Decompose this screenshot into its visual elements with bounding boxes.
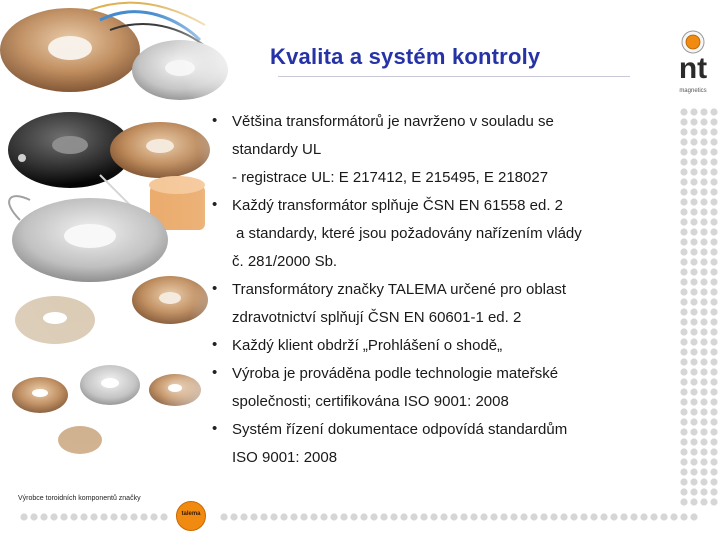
bullet-line: • Každý transformátor splňuje ČSN EN 61558 ed. 2 <box>232 197 564 214</box>
decor-dot <box>680 458 687 465</box>
decor-dot <box>690 298 697 305</box>
bullet-line: společnosti; certifikována ISO 9001: 2008 <box>232 393 509 410</box>
decor-dot <box>710 208 717 215</box>
decor-dot <box>220 513 227 520</box>
decor-dot <box>260 513 267 520</box>
decor-dot <box>690 188 697 195</box>
decor-dot <box>710 378 717 385</box>
decor-dot <box>690 468 697 475</box>
decor-dot <box>680 488 687 495</box>
decor-dot <box>690 328 697 335</box>
decor-dot <box>710 108 717 115</box>
bullet-line: zdravotnictví splňují ČSN EN 60601-1 ed. 2 <box>232 309 522 326</box>
decor-dot <box>310 513 317 520</box>
decor-dot <box>680 388 687 395</box>
decor-dot <box>710 368 717 375</box>
decor-dot <box>710 478 717 485</box>
logo-letters: nt <box>678 52 708 85</box>
decor-dot <box>680 278 687 285</box>
decor-dot <box>710 498 717 505</box>
decor-dot <box>160 513 167 520</box>
decor-dot <box>710 398 717 405</box>
decor-dot <box>290 513 297 520</box>
decor-dot <box>120 513 127 520</box>
decor-dot <box>690 513 697 520</box>
decor-dot <box>680 358 687 365</box>
decor-dot <box>670 513 677 520</box>
decor-dot <box>700 168 707 175</box>
decor-dot <box>710 258 717 265</box>
decor-dot <box>140 513 147 520</box>
decor-dot <box>680 128 687 135</box>
decor-dot <box>80 513 87 520</box>
decor-dot <box>680 438 687 445</box>
decor-dot <box>680 448 687 455</box>
decor-dot <box>680 188 687 195</box>
decor-dot <box>690 108 697 115</box>
decor-dot <box>690 458 697 465</box>
decor-dot <box>680 398 687 405</box>
bullet-item <box>212 276 677 332</box>
decor-dot <box>710 468 717 475</box>
bullet-list <box>212 108 677 472</box>
decor-dot <box>690 278 697 285</box>
decor-dot <box>570 513 577 520</box>
decor-dot <box>690 308 697 315</box>
decor-dot <box>50 513 57 520</box>
decor-dot <box>710 248 717 255</box>
bullet-line: • Transformátory značky TALEMA určené pro oblast <box>232 281 567 298</box>
decor-dot <box>680 228 687 235</box>
decor-dot <box>680 138 687 145</box>
decor-dot <box>620 513 627 520</box>
decor-dot <box>710 448 717 455</box>
decor-dot <box>700 288 707 295</box>
decor-dot <box>680 478 687 485</box>
decor-dot <box>700 198 707 205</box>
decor-dot <box>710 408 717 415</box>
decor-dot <box>550 513 557 520</box>
decor-dot <box>700 178 707 185</box>
decor-dot <box>690 378 697 385</box>
decor-dot <box>700 498 707 505</box>
decor-dot <box>690 178 697 185</box>
decor-dot <box>700 438 707 445</box>
decor-dot <box>700 228 707 235</box>
decor-dot <box>380 513 387 520</box>
decor-dot <box>710 148 717 155</box>
decor-dot <box>700 458 707 465</box>
decor-dot <box>700 448 707 455</box>
decor-dot <box>410 513 417 520</box>
decor-dot <box>420 513 427 520</box>
decor-dot <box>710 288 717 295</box>
decor-dot <box>680 428 687 435</box>
decor-dot <box>690 448 697 455</box>
bullet-item <box>212 360 677 416</box>
decor-dot <box>680 238 687 245</box>
decor-dot <box>710 318 717 325</box>
decor-dot <box>690 148 697 155</box>
decor-dot <box>30 513 37 520</box>
decor-dot <box>700 488 707 495</box>
decor-dot <box>680 158 687 165</box>
decor-dot <box>690 438 697 445</box>
decor-dot <box>390 513 397 520</box>
decor-dot <box>340 513 347 520</box>
decor-dot <box>90 513 97 520</box>
dot-pattern-right <box>680 108 720 508</box>
decor-dot <box>690 258 697 265</box>
decor-dot <box>370 513 377 520</box>
decor-dot <box>680 338 687 345</box>
decor-dot <box>700 218 707 225</box>
decor-dot <box>700 188 707 195</box>
decor-dot <box>700 108 707 115</box>
decor-dot <box>680 378 687 385</box>
decor-dot <box>680 108 687 115</box>
decor-dot <box>700 388 707 395</box>
decor-dot <box>710 298 717 305</box>
decor-dot <box>680 178 687 185</box>
decor-dot <box>70 513 77 520</box>
decor-dot <box>460 513 467 520</box>
logo-subtitle: magnetics <box>679 88 707 94</box>
decor-dot <box>710 278 717 285</box>
decor-dot <box>700 308 707 315</box>
decor-dot <box>690 118 697 125</box>
decor-dot <box>430 513 437 520</box>
decor-dot <box>640 513 647 520</box>
decor-dot <box>130 513 137 520</box>
decor-dot <box>710 178 717 185</box>
decor-dot <box>650 513 657 520</box>
bullet-line: • Většina transformátorů je navrženo v souladu se <box>232 113 554 130</box>
decor-dot <box>560 513 567 520</box>
decor-dot <box>680 288 687 295</box>
decor-dot <box>680 348 687 355</box>
decor-dot <box>700 428 707 435</box>
decor-dot <box>110 513 117 520</box>
decor-dot <box>710 228 717 235</box>
decor-dot <box>330 513 337 520</box>
decor-dot <box>680 118 687 125</box>
decor-dot <box>690 478 697 485</box>
decor-dot <box>710 128 717 135</box>
talema-badge-label: talema <box>181 511 201 517</box>
decor-dot <box>700 298 707 305</box>
decor-dot <box>700 138 707 145</box>
slide-title: Kvalita a systém kontroly <box>270 44 541 69</box>
decor-dot <box>680 298 687 305</box>
decor-dot <box>700 348 707 355</box>
title-underline <box>278 76 630 77</box>
decor-dot <box>680 308 687 315</box>
footer-caption: Výrobce toroidních komponentů značky <box>18 495 141 502</box>
decor-dot <box>700 238 707 245</box>
decor-dot <box>700 148 707 155</box>
decor-dot <box>690 288 697 295</box>
decor-dot <box>690 158 697 165</box>
decor-dot <box>680 513 687 520</box>
decor-dot <box>680 268 687 275</box>
decor-dot <box>600 513 607 520</box>
decor-dot <box>690 488 697 495</box>
decor-dot <box>690 318 697 325</box>
bullet-line: - registrace UL: E 217412, E 215495, E 218027 <box>232 169 549 186</box>
decor-dot <box>590 513 597 520</box>
decor-dot <box>690 348 697 355</box>
bullet-item <box>212 108 677 192</box>
company-logo <box>666 28 720 98</box>
decor-dot <box>40 513 47 520</box>
decor-dot <box>710 388 717 395</box>
bullet-item <box>212 332 677 360</box>
decor-dot <box>690 498 697 505</box>
decor-dot <box>680 418 687 425</box>
decor-dot <box>690 358 697 365</box>
decor-dot <box>710 118 717 125</box>
decor-dot <box>660 513 667 520</box>
decor-dot <box>270 513 277 520</box>
decor-dot <box>710 488 717 495</box>
decor-dot <box>700 468 707 475</box>
decor-dot <box>230 513 237 520</box>
decor-dot <box>440 513 447 520</box>
bullet-line: • Systém řízení dokumentace odpovídá standardům <box>232 421 568 438</box>
decor-dot <box>300 513 307 520</box>
decor-dot <box>690 368 697 375</box>
bullet-item <box>212 416 677 472</box>
decor-dot <box>320 513 327 520</box>
decor-dot <box>680 168 687 175</box>
decor-dot <box>700 248 707 255</box>
decor-dot <box>690 128 697 135</box>
dot-pattern-bottom <box>20 509 700 519</box>
decor-dot <box>710 418 717 425</box>
decor-dot <box>700 278 707 285</box>
talema-badge <box>176 501 206 531</box>
decor-dot <box>700 408 707 415</box>
decor-dot <box>470 513 477 520</box>
decor-dot <box>710 328 717 335</box>
decor-dot <box>710 138 717 145</box>
decor-dot <box>710 428 717 435</box>
decor-dot <box>530 513 537 520</box>
decor-dot <box>690 208 697 215</box>
decor-dot <box>710 158 717 165</box>
decor-dot <box>520 513 527 520</box>
decor-dot <box>690 248 697 255</box>
decor-dot <box>630 513 637 520</box>
decor-dot <box>490 513 497 520</box>
decor-dot <box>540 513 547 520</box>
decor-dot <box>280 513 287 520</box>
decor-dot <box>700 318 707 325</box>
decor-dot <box>700 158 707 165</box>
decor-dot <box>690 388 697 395</box>
bullet-line: standardy UL <box>232 141 322 158</box>
decor-dot <box>700 338 707 345</box>
decor-dot <box>580 513 587 520</box>
decor-dot <box>690 428 697 435</box>
decor-dot <box>680 198 687 205</box>
decor-dot <box>20 513 27 520</box>
decor-dot <box>350 513 357 520</box>
decor-dot <box>680 208 687 215</box>
decor-dot <box>710 218 717 225</box>
decor-dot <box>710 308 717 315</box>
decor-dot <box>690 408 697 415</box>
decor-dot <box>680 328 687 335</box>
decor-dot <box>240 513 247 520</box>
decor-dot <box>700 358 707 365</box>
decor-dot <box>710 338 717 345</box>
decor-dot <box>710 438 717 445</box>
decor-dot <box>100 513 107 520</box>
decor-dot <box>710 188 717 195</box>
decor-dot <box>680 468 687 475</box>
decor-dot <box>710 268 717 275</box>
decor-dot <box>400 513 407 520</box>
decor-dot <box>680 148 687 155</box>
decor-dot <box>150 513 157 520</box>
decor-dot <box>700 418 707 425</box>
decor-dot <box>700 478 707 485</box>
transformer-photo-collage <box>0 0 230 470</box>
decor-dot <box>710 348 717 355</box>
decor-dot <box>690 168 697 175</box>
decor-dot <box>690 198 697 205</box>
decor-dot <box>700 368 707 375</box>
decor-dot <box>690 398 697 405</box>
bullet-line: a standardy, které jsou požadovány nařízením vlády <box>236 225 582 242</box>
decor-dot <box>700 128 707 135</box>
decor-dot <box>710 198 717 205</box>
decor-dot <box>700 378 707 385</box>
bullet-line: • Výroba je prováděna podle technologie mateřské <box>232 365 559 382</box>
decor-dot <box>710 238 717 245</box>
decor-dot <box>680 318 687 325</box>
decor-dot <box>480 513 487 520</box>
bullet-line: • Každý klient obdrží „Prohlášení o shodě„ <box>232 337 503 354</box>
decor-dot <box>680 218 687 225</box>
decor-dot <box>680 258 687 265</box>
decor-dot <box>680 248 687 255</box>
decor-dot <box>680 408 687 415</box>
decor-dot <box>360 513 367 520</box>
decor-dot <box>710 168 717 175</box>
decor-dot <box>690 238 697 245</box>
decor-dot <box>610 513 617 520</box>
decor-dot <box>690 338 697 345</box>
decor-dot <box>700 268 707 275</box>
decor-dot <box>700 118 707 125</box>
decor-dot <box>700 208 707 215</box>
decor-dot <box>680 498 687 505</box>
decor-dot <box>700 258 707 265</box>
decor-dot <box>680 368 687 375</box>
decor-dot <box>700 328 707 335</box>
decor-dot <box>450 513 457 520</box>
decor-dot <box>690 228 697 235</box>
decor-dot <box>710 358 717 365</box>
decor-dot <box>510 513 517 520</box>
decor-dot <box>60 513 67 520</box>
decor-dot <box>500 513 507 520</box>
decor-dot <box>710 458 717 465</box>
decor-dot <box>690 418 697 425</box>
decor-dot <box>690 268 697 275</box>
bullet-line: ISO 9001: 2008 <box>232 449 338 466</box>
decor-dot <box>700 398 707 405</box>
decor-dot <box>250 513 257 520</box>
decor-dot <box>690 138 697 145</box>
bullet-item <box>212 192 677 276</box>
decor-dot <box>690 218 697 225</box>
bullet-line: č. 281/2000 Sb. <box>232 253 338 270</box>
